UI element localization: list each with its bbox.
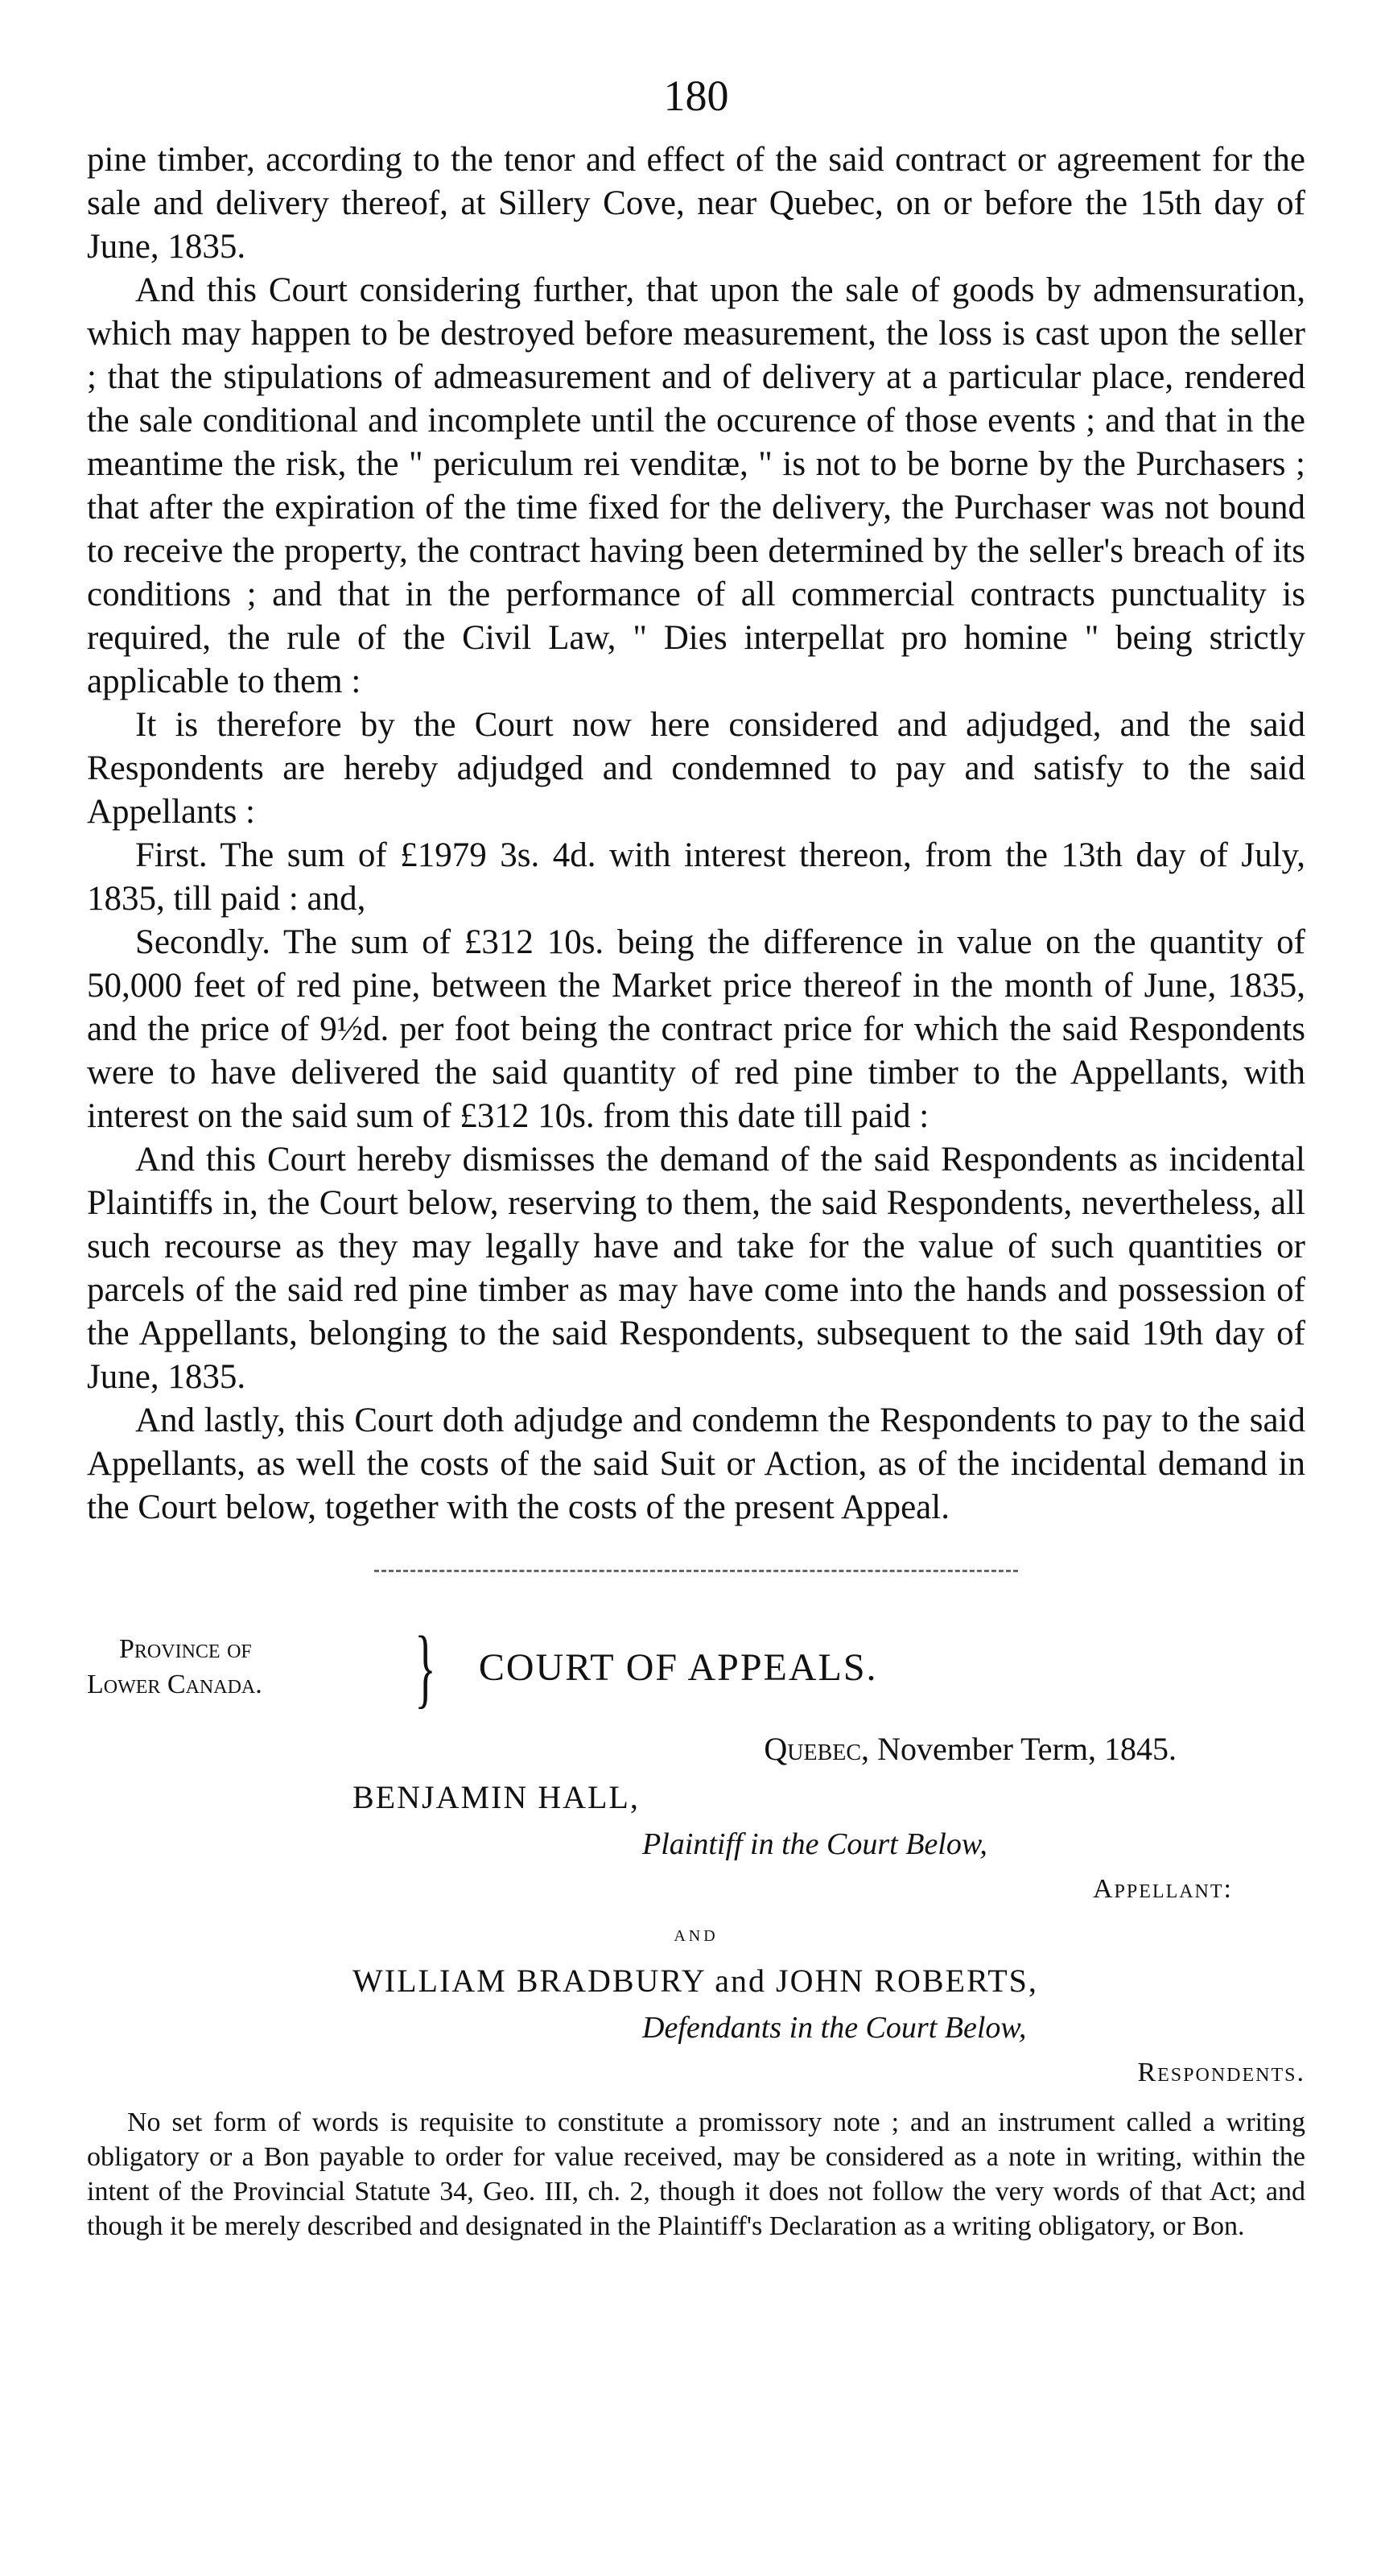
- footnote: No set form of words is requisite to constitute a promissory note ; and an instrument called a writing obligatory or a Bon payable to order for value received, may be considered as a note in writing, within the intent of the Provincial Statute 34, Geo. III, ch. 2, though it does not follow the very words of that Act; and though it be merely described and designated in the Plaintiff's Declaration as a writing obligatory, or Bon.: [87, 2107, 1305, 2241]
- term-place: Quebec,: [764, 1731, 870, 1767]
- paragraph-1: pine timber, according to the tenor and effect of the said contract or agreement for the sale and delivery thereof, at Sillery Cove, near Quebec, on or before the 15th day of June, 1835.: [87, 141, 1305, 266]
- case-caption: [87, 1619, 1305, 1715]
- and-word: and: [674, 1922, 719, 1946]
- section-divider: [374, 1570, 1018, 1572]
- paragraph-2: And this Court considering further, that upon the sale of goods by admensuration, which may happen to be destroyed before measurement, the loss is cast upon the seller ; that the stipulations of admeasurement and of delivery at a particular place, rendered the sale conditional and incomplete until the occurence of those events ; and that in the meantime the risk, the " periculum rei venditæ, " is not to be borne by the Purchasers ; that after the expiration of the time fixed for the delivery, the Purchaser was not bound to receive the property, the contract having been determined by the seller's breach of its conditions ; and that in the performance of all commercial contracts punctuality is required, the rule of the Civil Law, " Dies interpellat pro homine " being strictly applicable to them :: [87, 271, 1305, 700]
- province-line-2: Lower Canada.: [87, 1670, 262, 1699]
- paragraph-5: Secondly. The sum of £312 10s. being the difference in value on the quantity of 50,000 feet of red pine, between the Market price thereof in the month of June, 1835, and the price of 9½d. per foot being the contract price for which the said Respondents were to have delivered the said quantity of red pine timber to the Appellants, with interest on the said sum of £312 10s. from this date till paid :: [87, 923, 1305, 1135]
- book-page: [87, 68, 1305, 2244]
- plaintiff-role: Plaintiff in the Court Below,: [642, 1827, 987, 1861]
- brace-glyph: }: [414, 1618, 436, 1716]
- paragraph-7: And lastly, this Court doth adjudge and condemn the Respondents to pay to the said Appellants, as well the costs of the said Suit or Action, as of the incidental demand in the Court below, together with the costs of the present Appeal.: [87, 1402, 1305, 1526]
- province-line-1: Province of: [119, 1634, 252, 1664]
- defendants-names: WILLIAM BRADBURY and JOHN ROBERTS,: [352, 1963, 1038, 1999]
- page-number: 180: [663, 72, 729, 120]
- paragraph-4: First. The sum of £1979 3s. 4d. with interest thereon, from the 13th day of July, 1835, till paid : and,: [87, 836, 1305, 918]
- province-label: [87, 1632, 409, 1703]
- term-date: November Term, 1845.: [877, 1731, 1177, 1767]
- defendants-role: Defendants in the Court Below,: [642, 2011, 1027, 2045]
- paragraph-3: It is therefore by the Court now here considered and adjudged, and the said Respondents are hereby adjudged and condemned to pay and satisfy to the said Appellants :: [87, 706, 1305, 831]
- defendants-status: Respondents.: [1137, 2058, 1305, 2087]
- plaintiff-name: BENJAMIN HALL,: [352, 1779, 640, 1815]
- court-title: COURT OF APPEALS.: [478, 1645, 878, 1689]
- term-line: [87, 1725, 1305, 1773]
- judgment-text: [87, 138, 1305, 1530]
- paragraph-6: And this Court hereby dismisses the demand of the said Respondents as incidental Plaintiffs in, the Court below, reserving to them, the said Respondents, nevertheless, all such recourse as they may legally have and take for the value of such quantities or parcels of the said red pine timber as may have come into the hands and possession of the Appellants, belonging to the said Respondents, subsequent to the said 19th day of June, 1835.: [87, 1141, 1305, 1396]
- plaintiff-status: Appellant:: [1093, 1874, 1233, 1904]
